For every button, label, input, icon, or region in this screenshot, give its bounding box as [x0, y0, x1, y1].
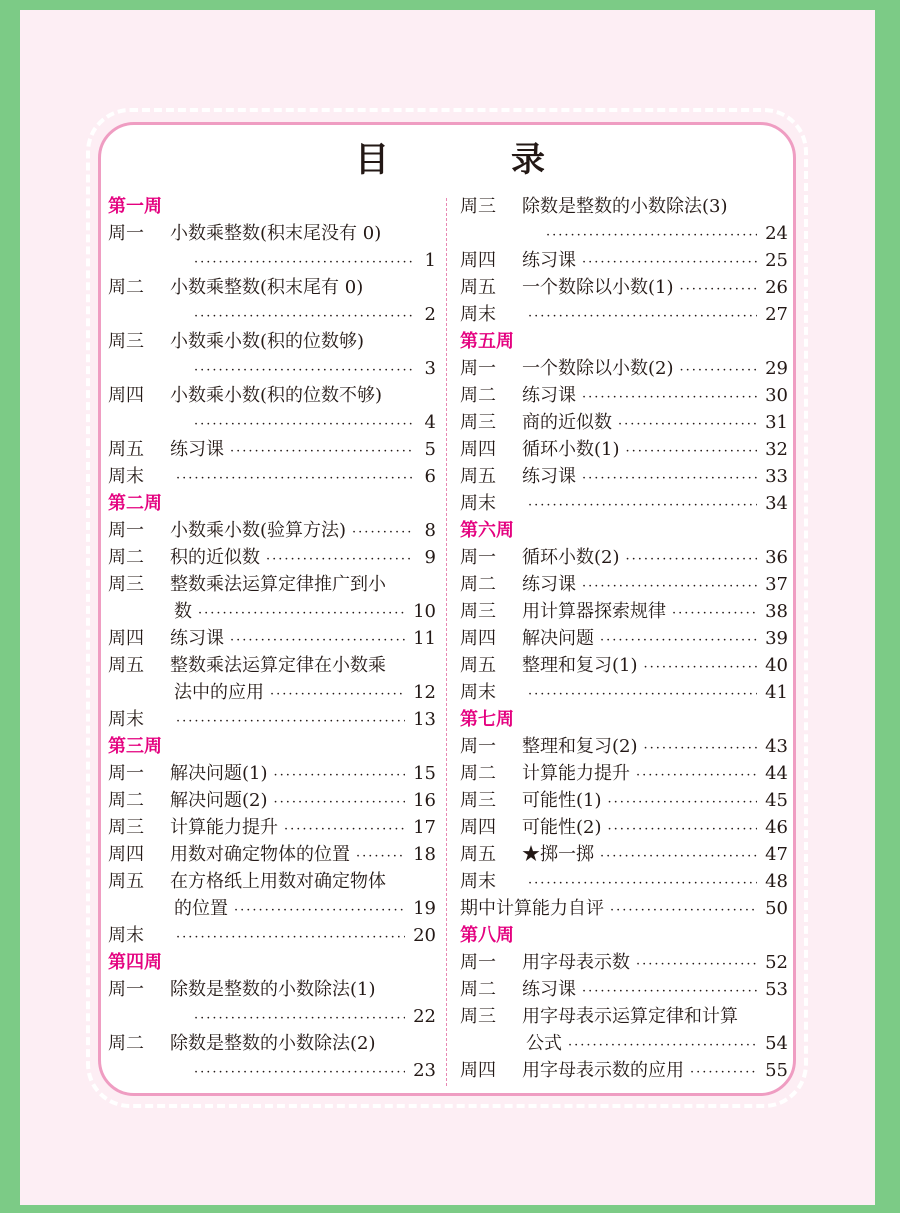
page-number: 38: [765, 601, 788, 622]
entry-day: 周一: [108, 520, 144, 541]
page-number: 55: [765, 1060, 788, 1081]
entry-day: 周二: [108, 790, 144, 811]
entry-title: 用字母表示数: [522, 952, 630, 973]
page-number: 1: [424, 250, 436, 271]
toc-entry[interactable]: [460, 760, 788, 787]
toc-entry[interactable]: [108, 220, 436, 247]
page-number: 15: [413, 763, 436, 784]
page-number: 6: [424, 466, 436, 487]
entry-day: 周四: [460, 817, 496, 838]
week-heading: 第四周: [108, 952, 162, 973]
entry-title: 练习课: [170, 628, 224, 649]
dot-leader: [230, 627, 405, 654]
toc-entry[interactable]: [108, 706, 436, 733]
entry-title: 可能性(2): [522, 817, 602, 838]
page-number: 18: [413, 844, 436, 865]
toc-entry[interactable]: [460, 193, 788, 220]
entry-title: 练习课: [522, 385, 576, 406]
toc-entry[interactable]: [460, 625, 788, 652]
entry-title: 练习课: [170, 439, 224, 460]
entry-day: 周末: [108, 709, 144, 730]
page-number: 54: [765, 1033, 788, 1054]
toc-entry[interactable]: [460, 382, 788, 409]
entry-title-cont: 数: [174, 601, 192, 622]
page-number: 2: [424, 304, 436, 325]
page-title: 目 录: [355, 140, 589, 180]
page-number: 33: [765, 466, 788, 487]
toc-entry[interactable]: [460, 895, 788, 922]
toc-entry-continuation: [460, 1030, 788, 1057]
page-number: 25: [765, 250, 788, 271]
dot-leader: [194, 303, 414, 330]
toc-entry[interactable]: [108, 814, 436, 841]
toc-entry[interactable]: [460, 463, 788, 490]
entry-title-cont: 法中的应用: [174, 682, 264, 703]
entry-day: 周四: [460, 439, 496, 460]
dot-leader: [636, 951, 757, 978]
toc-entry[interactable]: [460, 436, 788, 463]
page-number: 24: [765, 223, 788, 244]
entry-day: 周一: [460, 736, 496, 757]
entry-title: 整数乘法运算定律在小数乘: [170, 655, 386, 676]
toc-entry[interactable]: [460, 544, 788, 571]
entry-title: 在方格纸上用数对确定物体: [170, 871, 386, 892]
entry-title: 积的近似数: [170, 547, 260, 568]
page-number: 32: [765, 439, 788, 460]
entry-day: 周五: [108, 871, 144, 892]
page-number: 16: [413, 790, 436, 811]
toc-entry[interactable]: [460, 1003, 788, 1030]
dot-leader: [600, 627, 757, 654]
week-heading: 第一周: [108, 196, 162, 217]
entry-title: 用计算器探索规律: [522, 601, 666, 622]
toc-entry[interactable]: [460, 301, 788, 328]
toc-entry[interactable]: [460, 1057, 788, 1084]
toc-entry[interactable]: [108, 841, 436, 868]
entry-day: 周末: [108, 925, 144, 946]
dot-leader: [636, 762, 757, 789]
column-divider: [446, 198, 447, 1086]
page-number: 45: [765, 790, 788, 811]
toc-entry-continuation: [108, 1057, 436, 1084]
toc-entry[interactable]: [460, 409, 788, 436]
toc-entry-continuation: [460, 220, 788, 247]
entry-title: 计算能力提升: [522, 763, 630, 784]
dot-leader: [610, 897, 757, 924]
entry-title: ★掷一掷: [522, 844, 594, 865]
page-number: 52: [765, 952, 788, 973]
toc-entry[interactable]: [108, 976, 436, 1003]
dot-leader: [582, 573, 757, 600]
toc-entry[interactable]: [108, 517, 436, 544]
dot-leader: [626, 546, 758, 573]
page-number: 19: [413, 898, 436, 919]
page-number: 31: [765, 412, 788, 433]
toc-entry[interactable]: [108, 571, 436, 598]
entry-title: 商的近似数: [522, 412, 612, 433]
toc-entry-continuation: [108, 355, 436, 382]
entry-day: 周二: [460, 763, 496, 784]
toc-entry-continuation: [108, 895, 436, 922]
entry-day: 周五: [108, 439, 144, 460]
entry-day: 周五: [460, 277, 496, 298]
entry-day: 周末: [108, 466, 144, 487]
entry-day: 周五: [460, 844, 496, 865]
entry-title: 小数乘整数(积末尾没有 0): [170, 223, 382, 244]
dot-leader: [194, 357, 414, 384]
week-heading: 第七周: [460, 709, 514, 730]
toc-right-column: [460, 193, 788, 1084]
dot-leader: [608, 816, 758, 843]
dot-leader: [266, 546, 414, 573]
dot-leader: [270, 681, 405, 708]
page-number: 39: [765, 628, 788, 649]
entry-day: 周四: [108, 844, 144, 865]
toc-entry-continuation: [108, 1003, 436, 1030]
entry-title: 计算能力提升: [170, 817, 278, 838]
page-number: 50: [765, 898, 788, 919]
dot-leader: [194, 1059, 405, 1086]
dot-leader: [600, 843, 757, 870]
page-number: 9: [424, 547, 436, 568]
entry-title: 可能性(1): [522, 790, 602, 811]
dot-leader: [230, 438, 414, 465]
page-number: 27: [765, 304, 788, 325]
entry-day: 周末: [460, 304, 496, 325]
toc-entry[interactable]: [460, 814, 788, 841]
entry-day: 周四: [108, 628, 144, 649]
page-number: 22: [413, 1006, 436, 1027]
page-number: 20: [413, 925, 436, 946]
entry-day: 周三: [460, 412, 496, 433]
entry-day: 周四: [460, 1060, 496, 1081]
entry-title: 一个数除以小数(1): [522, 277, 674, 298]
toc-entry-continuation: [108, 301, 436, 328]
toc-entry[interactable]: [460, 733, 788, 760]
toc-entry[interactable]: [108, 544, 436, 571]
entry-day: 周二: [108, 1033, 144, 1054]
entry-day: 周三: [108, 817, 144, 838]
entry-day: 周一: [460, 358, 496, 379]
entry-title: 一个数除以小数(2): [522, 358, 674, 379]
dot-leader: [234, 897, 405, 924]
toc-entry[interactable]: [108, 382, 436, 409]
dot-leader: [194, 411, 414, 438]
entry-day: 周三: [460, 601, 496, 622]
toc-entry[interactable]: [460, 355, 788, 382]
page-number: 26: [765, 277, 788, 298]
page-number: 5: [424, 439, 436, 460]
entry-title: 整理和复习(2): [522, 736, 638, 757]
dot-leader: [608, 789, 758, 816]
entry-day: 周二: [460, 385, 496, 406]
toc-entry[interactable]: [108, 274, 436, 301]
page-number: 44: [765, 763, 788, 784]
entry-day: 周五: [460, 655, 496, 676]
page-number: 11: [413, 628, 436, 649]
toc-entry-continuation: [108, 247, 436, 274]
toc-entry[interactable]: [460, 652, 788, 679]
entry-title: 解决问题(1): [170, 763, 268, 784]
dot-leader: [568, 1032, 757, 1059]
entry-title: 解决问题(2): [170, 790, 268, 811]
page-number: 46: [765, 817, 788, 838]
entry-day: 周四: [460, 628, 496, 649]
dot-leader: [644, 735, 758, 762]
entry-day: 周二: [108, 277, 144, 298]
entry-day: 周一: [108, 979, 144, 1000]
toc-entry[interactable]: [108, 328, 436, 355]
entry-title-cont: 的位置: [174, 898, 228, 919]
entry-day: 周五: [460, 466, 496, 487]
page-number: 23: [413, 1060, 436, 1081]
entry-day: 周末: [460, 682, 496, 703]
page-number: 30: [765, 385, 788, 406]
entry-day: 周三: [460, 196, 496, 217]
dot-leader: [274, 762, 406, 789]
entry-title: 循环小数(2): [522, 547, 620, 568]
toc-left-column: [108, 193, 436, 1084]
entry-day: 周三: [460, 790, 496, 811]
week-heading: 第八周: [460, 925, 514, 946]
dot-leader: [176, 924, 405, 951]
page-number: 53: [765, 979, 788, 1000]
dot-leader: [582, 978, 757, 1005]
entry-title: 除数是整数的小数除法(1): [170, 979, 376, 1000]
toc-entry[interactable]: [460, 598, 788, 625]
toc-entry[interactable]: [460, 490, 788, 517]
entry-title: 小数乘小数(积的位数不够): [170, 385, 383, 406]
dot-leader: [352, 519, 414, 546]
page-number: 4: [424, 412, 436, 433]
toc-entry[interactable]: [108, 1030, 436, 1057]
week-heading: 第六周: [460, 520, 514, 541]
toc-entry[interactable]: [460, 571, 788, 598]
entry-title: 练习课: [522, 466, 576, 487]
dot-leader: [528, 492, 757, 519]
toc-entry[interactable]: [460, 949, 788, 976]
dot-leader: [618, 411, 757, 438]
entry-title: 练习课: [522, 979, 576, 1000]
dot-leader: [528, 870, 757, 897]
page-number: 3: [424, 358, 436, 379]
dot-leader: [194, 249, 414, 276]
dot-leader: [528, 303, 757, 330]
entry-day: 周三: [108, 574, 144, 595]
page-number: 48: [765, 871, 788, 892]
dot-leader: [546, 222, 757, 249]
entry-title: 练习课: [522, 250, 576, 271]
entry-day: 周四: [108, 385, 144, 406]
week-heading: 第三周: [108, 736, 162, 757]
page-number: 10: [413, 601, 436, 622]
toc-entry[interactable]: [460, 787, 788, 814]
week-heading: 第五周: [460, 331, 514, 352]
dot-leader: [680, 276, 758, 303]
dot-leader: [582, 465, 757, 492]
dot-leader: [528, 681, 757, 708]
entry-day: 周三: [108, 331, 144, 352]
dot-leader: [672, 600, 757, 627]
toc-entry[interactable]: [460, 274, 788, 301]
toc-entry[interactable]: [108, 652, 436, 679]
entry-title: 整数乘法运算定律推广到小: [170, 574, 386, 595]
page-number: 37: [765, 574, 788, 595]
entry-title: 整理和复习(1): [522, 655, 638, 676]
entry-day: 周四: [460, 250, 496, 271]
dot-leader: [582, 249, 757, 276]
page-number: 40: [765, 655, 788, 676]
entry-day: 周二: [108, 547, 144, 568]
toc-entry[interactable]: [460, 976, 788, 1003]
entry-day: 周末: [460, 493, 496, 514]
entry-day: 周一: [108, 763, 144, 784]
page-number: 17: [413, 817, 436, 838]
dot-leader: [582, 384, 757, 411]
dot-leader: [356, 843, 405, 870]
dot-leader: [274, 789, 406, 816]
entry-day: 周五: [108, 655, 144, 676]
entry-title: 除数是整数的小数除法(3): [522, 196, 728, 217]
dot-leader: [198, 600, 405, 627]
toc-entry[interactable]: [460, 841, 788, 868]
page-number: 34: [765, 493, 788, 514]
page-number: 13: [413, 709, 436, 730]
toc-entry[interactable]: [108, 436, 436, 463]
dot-leader: [680, 357, 758, 384]
entry-title-cont: 公式: [526, 1033, 562, 1054]
page-number: 36: [765, 547, 788, 568]
toc-entry[interactable]: [108, 625, 436, 652]
toc-entry-continuation: [108, 598, 436, 625]
dot-leader: [284, 816, 405, 843]
entry-title: 用数对确定物体的位置: [170, 844, 350, 865]
toc-entry[interactable]: [108, 787, 436, 814]
entry-title: 小数乘整数(积末尾有 0): [170, 277, 364, 298]
page-number: 12: [413, 682, 436, 703]
entry-title: 练习课: [522, 574, 576, 595]
entry-title: 小数乘小数(验算方法): [170, 520, 347, 541]
week-heading: 第二周: [108, 493, 162, 514]
toc-entry[interactable]: [460, 868, 788, 895]
dot-leader: [644, 654, 758, 681]
page-number: 43: [765, 736, 788, 757]
entry-title: 解决问题: [522, 628, 594, 649]
page-number: 41: [765, 682, 788, 703]
entry-title: 除数是整数的小数除法(2): [170, 1033, 376, 1054]
page-number: 8: [424, 520, 436, 541]
toc-entry[interactable]: [460, 679, 788, 706]
entry-day: 周一: [460, 952, 496, 973]
toc-entry[interactable]: [108, 760, 436, 787]
page-number: 29: [765, 358, 788, 379]
toc-entry-continuation: [108, 409, 436, 436]
dot-leader: [626, 438, 758, 465]
toc-entry[interactable]: [108, 463, 436, 490]
entry-title: 循环小数(1): [522, 439, 620, 460]
entry-day: 周一: [460, 547, 496, 568]
entry-day: 周末: [460, 871, 496, 892]
dot-leader: [176, 465, 414, 492]
toc-entry-continuation: [108, 679, 436, 706]
dot-leader: [194, 1005, 405, 1032]
toc-entry[interactable]: [108, 868, 436, 895]
entry-day: 周三: [460, 1006, 496, 1027]
entry-day: 周一: [108, 223, 144, 244]
page-number: 47: [765, 844, 788, 865]
entry-day: 周二: [460, 979, 496, 1000]
toc-entry[interactable]: [460, 247, 788, 274]
entry-title: 用字母表示数的应用: [522, 1060, 684, 1081]
entry-title: 小数乘小数(积的位数够): [170, 331, 365, 352]
dot-leader: [690, 1059, 757, 1086]
entry-day: 周二: [460, 574, 496, 595]
entry-title: 用字母表示运算定律和计算: [522, 1006, 738, 1027]
toc-entry[interactable]: [108, 922, 436, 949]
entry-title: 期中计算能力自评: [460, 898, 604, 919]
dot-leader: [176, 708, 405, 735]
